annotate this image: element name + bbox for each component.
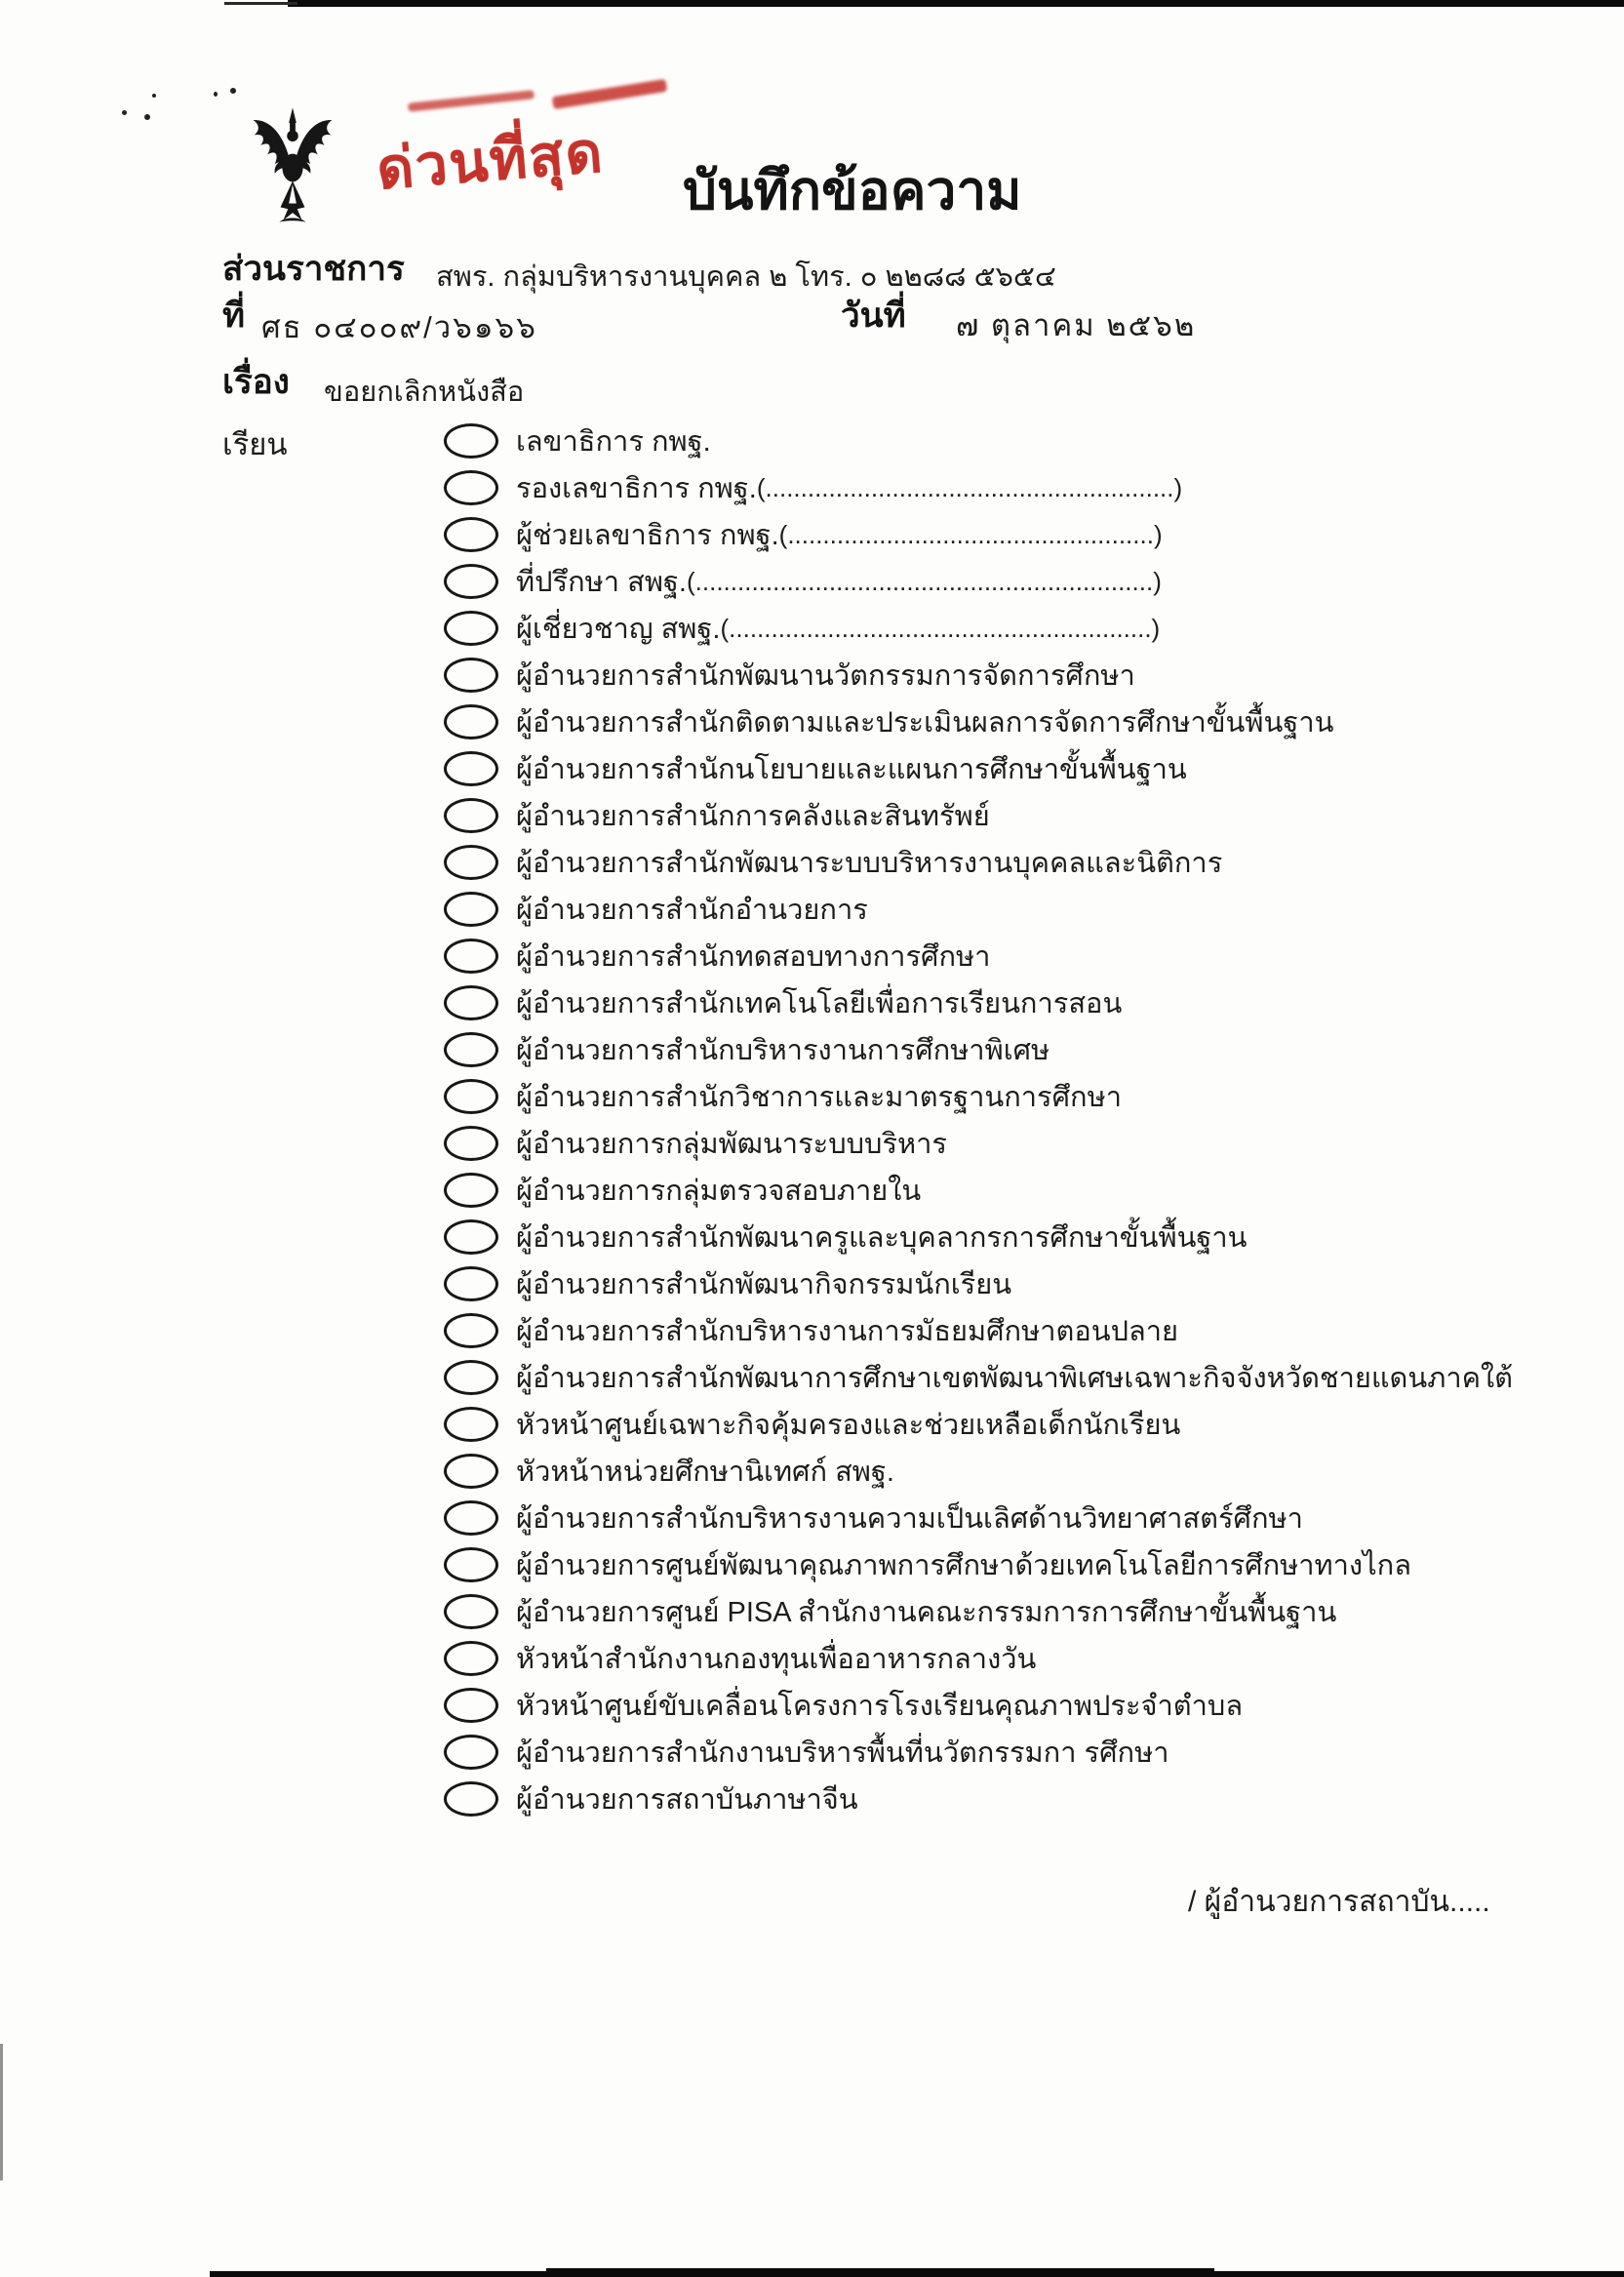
recipient-label: ผู้ช่วยเลขาธิการ กพฐ.	[516, 520, 779, 551]
recipient-label: ผู้อำนวยการศูนย์พัฒนาคุณภาพการศึกษาด้วยเทคโนโลยีการศึกษาทางไกล	[516, 1550, 1412, 1581]
recipient-row	[444, 464, 1624, 511]
recipient-row	[444, 1120, 1624, 1167]
recipient-dotted-line: (..........................................................)	[756, 472, 1183, 502]
checkbox-circle-icon	[444, 1126, 498, 1161]
recipient-row	[444, 1167, 1624, 1214]
recipient-row	[444, 418, 1624, 464]
garuda-emblem-icon	[246, 103, 339, 232]
recipient-label: ผู้อำนวยการศูนย์ PISA สำนักงานคณะกรรมการการศึกษาขั้นพื้นฐาน	[516, 1597, 1337, 1628]
recipient-label: รองเลขาธิการ กพฐ.	[516, 473, 757, 504]
scan-speck	[122, 110, 127, 115]
recipient-dotted-line: (....................................................)	[778, 519, 1163, 549]
recipient-label: เลขาธิการ กพฐ.	[516, 426, 711, 458]
recipient-label: ผู้อำนวยการสำนักบริหารงานการศึกษาพิเศษ	[516, 1035, 1050, 1066]
checkbox-circle-icon	[444, 1360, 498, 1395]
recipient-row	[444, 558, 1624, 605]
recipient-label: ผู้อำนวยการสำนักอำนวยการ	[516, 895, 868, 926]
recipient-row	[444, 1776, 1624, 1822]
recipient-row	[444, 511, 1624, 558]
checkbox-circle-icon	[444, 423, 498, 459]
checkbox-circle-icon	[444, 845, 498, 880]
checkbox-circle-icon	[444, 1313, 498, 1348]
checkbox-circle-icon	[444, 1407, 498, 1442]
agency-label: ส่วนราชการ	[222, 250, 405, 288]
checkbox-circle-icon	[444, 751, 498, 786]
checkbox-circle-icon	[444, 564, 498, 599]
recipient-label: ผู้อำนวยการสถาบันภาษาจีน	[516, 1784, 858, 1816]
checkbox-circle-icon	[444, 1032, 498, 1067]
recipient-label: ผู้อำนวยการสำนักเทคโนโลยีเพื่อการเรียนการสอน	[516, 988, 1123, 1019]
recipient-row	[444, 1588, 1624, 1635]
checkbox-circle-icon	[444, 1735, 498, 1770]
date-label: วันที่	[841, 297, 906, 335]
checkbox-circle-icon	[444, 1781, 498, 1817]
recipient-row	[444, 1214, 1624, 1260]
scan-speck	[144, 114, 150, 120]
checkbox-circle-icon	[444, 939, 498, 974]
recipient-row	[444, 652, 1624, 699]
checkbox-circle-icon	[444, 892, 498, 927]
checkbox-circle-icon	[444, 611, 498, 646]
scan-speck	[230, 88, 236, 94]
checkbox-circle-icon	[444, 1641, 498, 1676]
recipient-row	[444, 933, 1624, 979]
checkbox-circle-icon	[444, 1266, 498, 1301]
recipient-label: ผู้อำนวยการสำนักวิชาการและมาตรฐานการศึกษา	[516, 1082, 1122, 1113]
recipient-row	[444, 1401, 1624, 1448]
recipient-label: ผู้อำนวยการสำนักพัฒนากิจกรรมนักเรียน	[516, 1269, 1012, 1300]
recipient-label: ผู้อำนวยการสำนักพัฒนาระบบบริหารงานบุคคลและนิติการ	[516, 848, 1223, 879]
recipient-row	[444, 1026, 1624, 1073]
recipient-list	[444, 418, 1624, 1822]
checkbox-circle-icon	[444, 1547, 498, 1582]
recipient-row	[444, 745, 1624, 792]
checkbox-circle-icon	[444, 985, 498, 1020]
recipient-label: ผู้อำนวยการสำนักการคลังและสินทรัพย์	[516, 801, 990, 832]
checkbox-circle-icon	[444, 1594, 498, 1629]
urgency-stamp: ด่วนที่สุด	[374, 120, 607, 202]
recipient-label: หัวหน้าศูนย์เฉพาะกิจคุ้มครองและช่วยเหลือเด็กนักเรียน	[516, 1410, 1181, 1441]
recipient-label: ผู้เชี่ยวชาญ สพฐ.	[516, 614, 721, 645]
recipient-row	[444, 792, 1624, 839]
checkbox-circle-icon	[444, 1688, 498, 1723]
checkbox-circle-icon	[444, 1454, 498, 1489]
recipient-row	[444, 605, 1624, 652]
recipient-label: ผู้อำนวยการกลุ่มพัฒนาระบบบริหาร	[516, 1129, 948, 1160]
recipient-row	[444, 979, 1624, 1026]
recipient-dotted-line: (.................................................................)	[687, 566, 1162, 596]
scan-edge-bottom-thick	[546, 2268, 1214, 2277]
recipient-label: ผู้อำนวยการสำนักงานบริหารพื้นที่นวัตกรรมกา รศึกษา	[516, 1738, 1169, 1769]
checkbox-circle-icon	[444, 658, 498, 693]
recipient-row	[444, 1354, 1624, 1401]
checkbox-circle-icon	[444, 704, 498, 739]
recipient-row	[444, 1729, 1624, 1776]
checkbox-circle-icon	[444, 798, 498, 833]
recipient-label: ผู้อำนวยการสำนักทดสอบทางการศึกษา	[516, 941, 991, 973]
stamp-smudge	[408, 90, 535, 112]
scan-speck	[152, 94, 156, 98]
recipient-label: ผู้อำนวยการสำนักติดตามและประเมินผลการจัดการศึกษาขั้นพื้นฐาน	[516, 707, 1334, 739]
page-title: บันทึกข้อความ	[683, 160, 1022, 220]
recipient-label: ที่ปรึกษา สพฐ.	[516, 567, 687, 598]
recipient-row	[444, 886, 1624, 933]
recipient-row	[444, 839, 1624, 886]
doc-number-value: ศธ ๐๔๐๐๙/ว๖๑๖๖	[261, 310, 537, 344]
agency-value: สพร. กลุ่มบริหารงานบุคคล ๒ โทร. ๐ ๒๒๘๘ ๕๖๕๔	[436, 261, 1056, 293]
recipient-row	[444, 1495, 1624, 1541]
to-label: เรียน	[222, 427, 288, 461]
recipient-row	[444, 1260, 1624, 1307]
checkbox-circle-icon	[444, 470, 498, 505]
scan-speck	[214, 92, 218, 97]
scan-edge-top-tail	[224, 2, 297, 5]
recipient-label: ผู้อำนวยการสำนักพัฒนาการศึกษาเขตพัฒนาพิเศษเฉพาะกิจจังหวัดชายแดนภาคใต้	[516, 1363, 1514, 1394]
date-value: ๗ ตุลาคม ๒๕๖๒	[956, 308, 1197, 342]
recipient-label: ผู้อำนวยการสำนักพัฒนาครูและบุคลากรการศึกษาขั้นพื้นฐาน	[516, 1222, 1248, 1254]
recipient-row	[444, 1073, 1624, 1120]
recipient-row	[444, 699, 1624, 745]
checkbox-circle-icon	[444, 1079, 498, 1114]
recipient-label: หัวหน้าสำนักงานกองทุนเพื่ออาหารกลางวัน	[516, 1644, 1037, 1675]
checkbox-circle-icon	[444, 1219, 498, 1255]
recipient-label: ผู้อำนวยการสำนักบริหารงานการมัธยมศึกษาตอนปลาย	[516, 1316, 1179, 1347]
recipient-row	[444, 1682, 1624, 1729]
recipient-row	[444, 1307, 1624, 1354]
continuation-note: / ผู้อำนวยการสถาบัน.....	[1188, 1886, 1490, 1918]
recipient-label: ผู้อำนวยการสำนักพัฒนานวัตกรรมการจัดการศึกษา	[516, 660, 1135, 692]
recipient-row	[444, 1635, 1624, 1682]
doc-number-label: ที่	[222, 297, 246, 335]
recipient-label: หัวหน้าหน่วยศึกษานิเทศก์ สพฐ.	[516, 1457, 894, 1488]
recipient-label: ผู้อำนวยการสำนักบริหารงานความเป็นเลิศด้านวิทยาศาสตร์ศึกษา	[516, 1503, 1303, 1535]
subject-value: ขอยกเลิกหนังสือ	[324, 377, 525, 408]
checkbox-circle-icon	[444, 517, 498, 552]
recipient-label: ผู้อำนวยการสำนักนโยบายและแผนการศึกษาขั้นพื้นฐาน	[516, 754, 1187, 785]
scan-edge-left	[0, 2044, 3, 2180]
checkbox-circle-icon	[444, 1500, 498, 1536]
recipient-row	[444, 1448, 1624, 1495]
recipient-label: ผู้อำนวยการกลุ่มตรวจสอบภายใน	[516, 1176, 922, 1207]
recipient-label: หัวหน้าศูนย์ขับเคลื่อนโครงการโรงเรียนคุณภาพประจำตำบล	[516, 1691, 1244, 1722]
scan-edge-top	[288, 0, 1624, 7]
subject-label: เรื่อง	[222, 363, 290, 401]
recipient-row	[444, 1541, 1624, 1588]
checkbox-circle-icon	[444, 1173, 498, 1208]
recipient-dotted-line: (............................................................)	[720, 613, 1161, 643]
